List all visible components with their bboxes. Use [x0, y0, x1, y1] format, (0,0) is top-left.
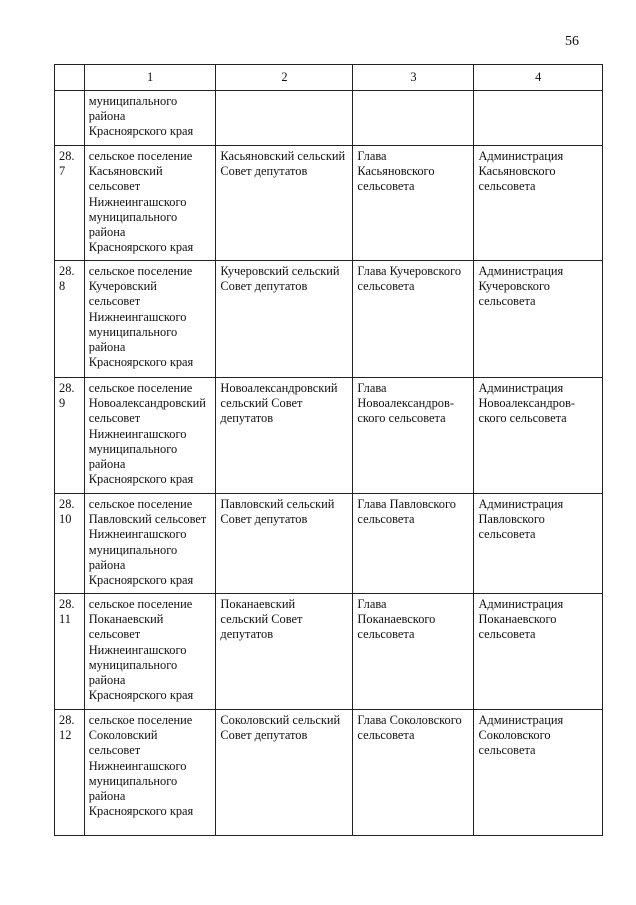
- administration-cell: Администрация Новоалександров- ского сельсовета: [474, 378, 603, 494]
- representative-body-cell: Поканаевский сельский Совет депутатов: [216, 594, 353, 710]
- row-number-cell: 28.7: [55, 146, 85, 261]
- header-cell-2: 2: [216, 65, 353, 91]
- row-number-cell: [55, 91, 85, 146]
- header-cell-3: 3: [353, 65, 474, 91]
- representative-body-cell: Касьяновский сельский Совет депутатов: [216, 146, 353, 261]
- municipality-name-cell: сельское поселение Новоалександровский сельсовет Нижнеингашского муниципального района Красноярского края: [84, 378, 216, 494]
- representative-body-cell: [216, 91, 353, 146]
- row-number-cell: 28.10: [55, 494, 85, 594]
- page-number: 56: [565, 34, 579, 49]
- table-row: [55, 261, 603, 378]
- row-number-cell: 28.9: [55, 378, 85, 494]
- representative-body-cell: Соколовский сельский Совет депутатов: [216, 710, 353, 836]
- administration-cell: Администрация Павловского сельсовета: [474, 494, 603, 594]
- table-row: [55, 494, 603, 594]
- header-row: [55, 65, 603, 91]
- header-cell-4: 4: [474, 65, 603, 91]
- representative-body-cell: Павловский сельский Совет депутатов: [216, 494, 353, 594]
- municipality-name-cell: сельское поселение Касьяновский сельсовет Нижнеингашского муниципального района Красноярского края: [84, 146, 216, 261]
- administration-cell: [474, 91, 603, 146]
- municipality-name-cell: муниципального района Красноярского края: [84, 91, 216, 146]
- administration-cell: Администрация Касьяновского сельсовета: [474, 146, 603, 261]
- administration-cell: Администрация Поканаевского сельсовета: [474, 594, 603, 710]
- table-row: [55, 594, 603, 710]
- municipality-name-cell: сельское поселение Павловский сельсовет Нижнеингашского муниципального района Красноярского края: [84, 494, 216, 594]
- head-of-municipality-cell: [353, 91, 474, 146]
- administration-cell: Администрация Соколовского сельсовета: [474, 710, 603, 836]
- head-of-municipality-cell: Глава Павловского сельсовета: [353, 494, 474, 594]
- row-number-cell: 28.12: [55, 710, 85, 836]
- table-row: [55, 91, 603, 146]
- head-of-municipality-cell: Глава Новоалександров- ского сельсовета: [353, 378, 474, 494]
- table-row: [55, 378, 603, 494]
- row-number-cell: 28.11: [55, 594, 85, 710]
- head-of-municipality-cell: Глава Кучеровского сельсовета: [353, 261, 474, 378]
- municipality-name-cell: сельское поселение Соколовский сельсовет Нижнеингашского муниципального района Красноярского края: [84, 710, 216, 836]
- header-cell-num: [55, 65, 85, 91]
- table-row: [55, 710, 603, 836]
- head-of-municipality-cell: Глава Касьяновского сельсовета: [353, 146, 474, 261]
- municipal-bodies-table: [54, 64, 603, 836]
- municipality-name-cell: сельское поселение Поканаевский сельсовет Нижнеингашского муниципального района Красноярского края: [84, 594, 216, 710]
- administration-cell: Администрация Кучеровского сельсовета: [474, 261, 603, 378]
- representative-body-cell: Новоалександровский сельский Совет депутатов: [216, 378, 353, 494]
- header-cell-1: 1: [84, 65, 216, 91]
- table-row: [55, 146, 603, 261]
- head-of-municipality-cell: Глава Поканаевского сельсовета: [353, 594, 474, 710]
- representative-body-cell: Кучеровский сельский Совет депутатов: [216, 261, 353, 378]
- head-of-municipality-cell: Глава Соколовского сельсовета: [353, 710, 474, 836]
- municipality-name-cell: сельское поселение Кучеровский сельсовет Нижнеингашского муниципального района Красноярского края: [84, 261, 216, 378]
- row-number-cell: 28.8: [55, 261, 85, 378]
